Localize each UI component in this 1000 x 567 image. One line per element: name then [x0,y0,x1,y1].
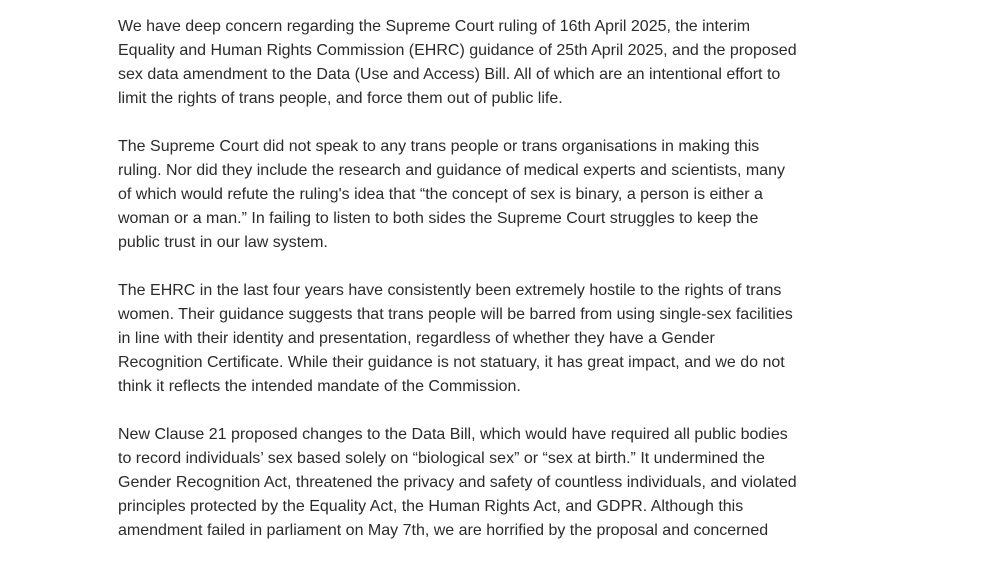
text-line: We have deep concern regarding the Supreme Court ruling of 16th April 2025, the interim [118,18,751,35]
text-line: principles protected by the Equality Act, the Human Rights Act, and GDPR. Although this [118,498,744,515]
text-line: of which would refute the ruling's idea that “the concept of sex is binary, a person is either a [118,186,763,203]
text-line: limit the rights of trans people, and force them out of public life. [118,90,563,107]
text-line: woman or a man.” In failing to listen to both sides the Supreme Court struggles to keep the [118,210,759,227]
text-line: in line with their identity and presentation, regardless of whether they have a Gender [118,330,715,347]
paragraph-2 [118,135,918,255]
text-line: amendment failed in parliament on May 7th, we are horrified by the proposal and concerned [118,522,769,539]
text-line: New Clause 21 proposed changes to the Data Bill, which would have required all public bodies [118,426,788,443]
paragraph-3 [118,279,918,399]
paragraph-1 [118,15,918,111]
text-line: Equality and Human Rights Commission (EHRC) guidance of 25th April 2025, and the proposed [118,42,797,59]
text-line: public trust in our law system. [118,234,328,251]
text-line: The EHRC in the last four years have consistently been extremely hostile to the rights of trans [118,282,782,299]
text-line: The Supreme Court did not speak to any trans people or trans organisations in making this [118,138,760,155]
text-line: ruling. Nor did they include the research and guidance of medical experts and scientists, many [118,162,786,179]
text-line: to record individuals’ sex based solely on “biological sex” or “sex at birth.” It undermined the [118,450,765,467]
text-line: Recognition Certificate. While their guidance is not statuary, it has great impact, and we do not [118,354,785,371]
text-line: women. Their guidance suggests that trans people will be barred from using single-sex facilities [118,306,793,323]
document-body [118,15,918,567]
text-line: think it reflects the intended mandate of the Commission. [118,378,521,395]
text-line: Gender Recognition Act, threatened the privacy and safety of countless individuals, and violated [118,474,797,491]
text-line: sex data amendment to the Data (Use and Access) Bill. All of which are an intentional effort to [118,66,781,83]
paragraph-4 [118,423,918,543]
